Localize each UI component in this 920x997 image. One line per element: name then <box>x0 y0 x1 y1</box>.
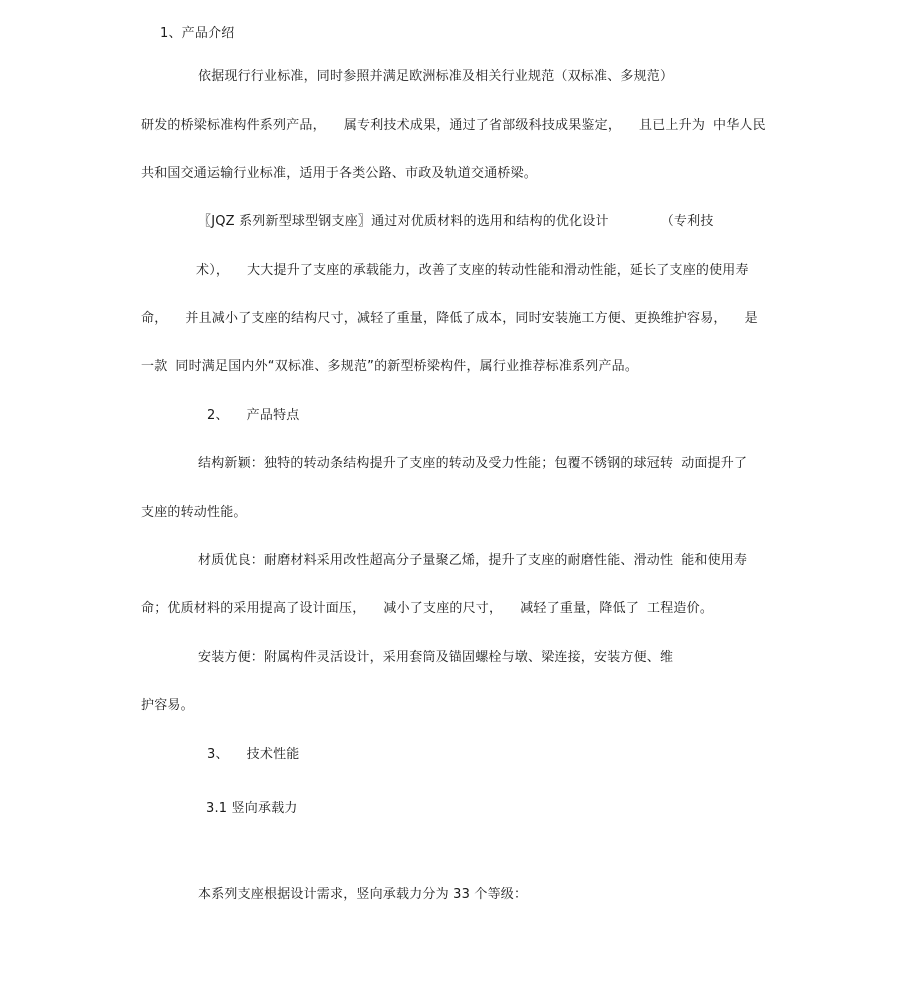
feature-structure-line-1: 结构新颖：独特的转动条结构提升了支座的转动及受力性能；包覆不锈钢的球冠转 动面提升了 <box>198 456 748 471</box>
feature-install-line-2: 护容易。 <box>141 698 194 713</box>
intro-paragraph-line-2: 研发的桥梁标准构件系列产品， 属专利技术成果，通过了省部级科技成果鉴定， 且已上升为 中华人民 <box>141 118 766 133</box>
section-2-number: 2、 <box>207 408 229 423</box>
section-2-heading <box>207 407 299 425</box>
product-paragraph-line-3: 命， 并且减小了支座的结构尺寸，减轻了重量，降低了成本，同时安装施工方便、更换维护容易， 是 <box>141 311 758 326</box>
product-paragraph-line-4: 一款 同时满足国内外“双标准、多规范”的新型桥梁构件，属行业推荐标准系列产品。 <box>141 359 639 374</box>
product-paragraph-line-2: 术）， 大大提升了支座的承载能力，改善了支座的转动性能和滑动性能，延长了支座的使用寿 <box>196 263 749 278</box>
section-2-title: 产品特点 <box>246 408 300 423</box>
subsection-3-1-heading: 3.1 竖向承载力 <box>206 801 298 816</box>
feature-material-line-1: 材质优良：耐磨材料采用改性超高分子量聚乙烯，提升了支座的耐磨性能、滑动性 能和使用寿 <box>198 553 748 568</box>
intro-paragraph-line-3: 共和国交通运输行业标准，适用于各类公路、市政及轨道交通桥梁。 <box>141 166 538 181</box>
feature-install-line-1: 安装方便：附属构件灵活设计，采用套筒及锚固螺栓与墩、梁连接，安装方便、维 <box>198 650 674 665</box>
section-1-heading: 1、产品介绍 <box>160 26 235 41</box>
section-3-number: 3、 <box>207 747 229 762</box>
section-3-title: 技术性能 <box>246 747 300 762</box>
feature-material-line-2: 命；优质材料的采用提高了设计面压， 减小了支座的尺寸， 减轻了重量，降低了 工程造价。 <box>141 601 714 616</box>
product-paragraph-line-1: 〖JQZ 系列新型球型钢支座〗通过对优质材料的选用和结构的优化设计 （专利技 <box>198 214 714 229</box>
section-3-heading <box>207 746 299 764</box>
intro-paragraph-line-1: 依据现行行业标准，同时参照并满足欧洲标准及相关行业规范（双标准、多规范） <box>198 69 674 84</box>
load-grade-paragraph: 本系列支座根据设计需求，竖向承载力分为 33 个等级： <box>198 887 528 902</box>
feature-structure-line-2: 支座的转动性能。 <box>141 505 247 520</box>
